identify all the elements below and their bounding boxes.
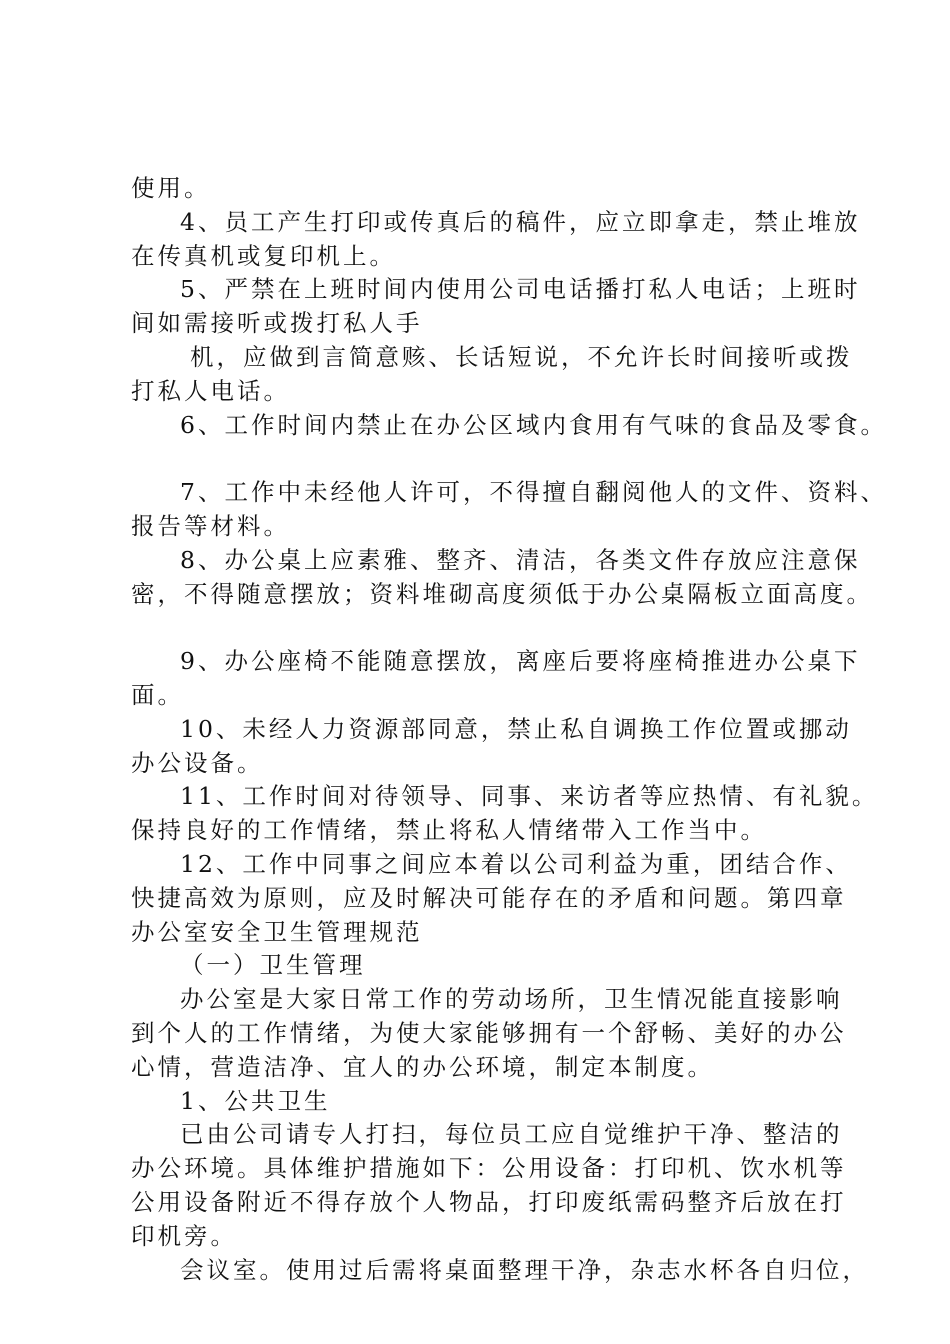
text-line: 已由公司请专人打扫，每位员工应自觉维护干净、整洁的 [180,1120,843,1149]
blank-line [131,611,851,645]
text-line: 办公设备。 [131,748,264,777]
document-body [131,172,887,1287]
chapter-heading: 办公室安全卫生管理规范 [131,917,423,946]
text-line: 会议室。使用过后需将桌面整理干净，杂志水杯各自归位， [180,1255,869,1284]
section-heading: （一）卫生管理 [180,951,366,980]
text-line: 打私人电话。 [131,376,290,405]
text-line: 4、员工产生打印或传真后的稿件，应立即拿走，禁止堆放 [180,207,861,236]
blank-line [131,442,851,476]
text-line: 7、工作中未经他人许可，不得擅自翻阅他人的文件、资料、 [180,478,887,507]
text-line: 机，应做到言简意赅、长话短说，不允许长时间接听或拨 [190,342,853,371]
text-line: 快捷高效为原则，应及时解决可能存在的矛盾和问题。第四章 [131,883,847,912]
text-line: 保持良好的工作情绪，禁止将私人情绪带入工作当中。 [131,816,767,845]
text-line: 面。 [131,680,184,709]
text-line: 6、工作时间内禁止在办公区域内食用有气味的食品及零食。 [180,410,887,439]
text-line: 间如需接听或拨打私人手 [131,309,423,338]
text-line: 在传真机或复印机上。 [131,241,396,270]
text-line: 到个人的工作情绪，为使大家能够拥有一个舒畅、美好的办公 [131,1018,847,1047]
text-line: 办公环境。具体维护措施如下：公用设备：打印机、饮水机等 [131,1154,847,1183]
text-line: 密，不得随意摆放；资料堆砌高度须低于办公桌隔板立面高度。 [131,579,873,608]
subsection-heading: 1、公共卫生 [180,1086,331,1115]
text-line: 8、办公桌上应素雅、整齐、清洁，各类文件存放应注意保 [180,545,861,574]
text-line: 使用。 [131,174,211,202]
text-line: 印机旁。 [131,1221,237,1250]
text-line: 10、未经人力资源部同意，禁止私自调换工作位置或挪动 [180,714,852,743]
text-line: 11、工作时间对待领导、同事、来访者等应热情、有礼貌。 [180,782,879,811]
text-line: 报告等材料。 [131,511,290,540]
text-line: 公用设备附近不得存放个人物品，打印废纸需码整齐后放在打 [131,1187,847,1216]
text-line: 12、工作中同事之间应本着以公司利益为重，团结合作、 [180,849,852,878]
text-line: 办公室是大家日常工作的劳动场所，卫生情况能直接影响 [180,985,843,1014]
text-line: 5、严禁在上班时间内使用公司电话播打私人电话；上班时 [180,275,861,304]
text-line: 心情，营造洁净、宜人的办公环境，制定本制度。 [131,1052,714,1081]
text-line: 9、办公座椅不能随意摆放，离座后要将座椅推进办公桌下 [180,647,861,676]
